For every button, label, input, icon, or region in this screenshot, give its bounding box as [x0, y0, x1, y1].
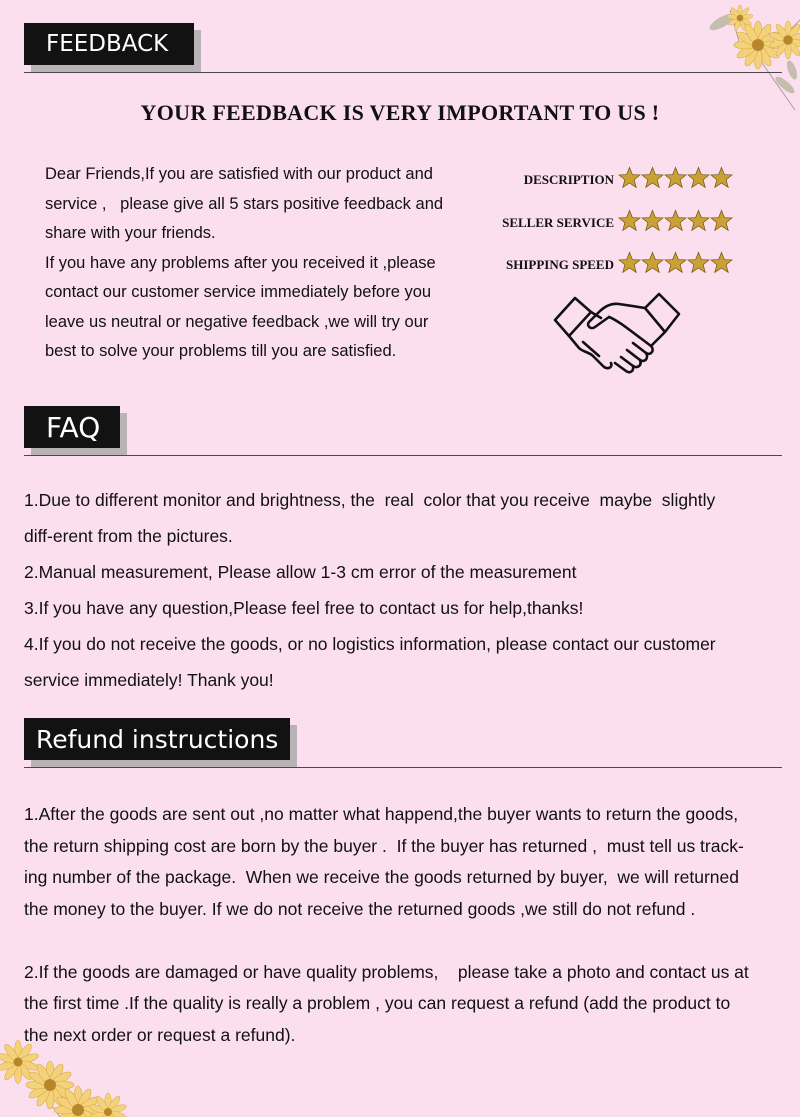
- refund-line: the return shipping cost are born by the buyer . If the buyer has returned , must tell us track-: [24, 835, 744, 856]
- refund-line: the first time .If the quality is really a problem , you can request a refund (add the product to: [24, 993, 731, 1013]
- refund-line: ing number of the package. When we receive the goods returned by buyer, we will returned: [24, 867, 739, 887]
- refund-line: 1.After the goods are sent out ,no matter what happend,the buyer wants to return the goods,: [24, 804, 739, 824]
- star-icon: [664, 166, 687, 189]
- refund-divider: [24, 767, 782, 768]
- star-icon: [710, 166, 733, 189]
- star-icon: [710, 251, 733, 274]
- star-icon: [687, 166, 710, 189]
- refund-list: [24, 799, 784, 1051]
- star-rating: [618, 209, 733, 232]
- faq-section-title: FAQ: [24, 406, 120, 448]
- faq-divider: [24, 455, 782, 456]
- refund-line: the next order or request a refund).: [24, 1024, 296, 1045]
- feedback-divider: [24, 72, 782, 73]
- intro-line: Dear Friends,If you are satisfied with our product and: [45, 165, 433, 183]
- refund-line: 2.If the goods are damaged or have quality problems, please take a photo and contact us at: [24, 961, 749, 982]
- intro-line: If you have any problems after you received it ,please: [45, 253, 436, 272]
- rating-label: SHIPPING SPEED: [506, 257, 614, 272]
- star-icon: [641, 166, 664, 189]
- star-icon: [664, 209, 687, 232]
- faq-line: 1.Due to different monitor and brightness, the real color that you receive maybe slightly: [24, 490, 716, 510]
- star-icon: [618, 166, 641, 189]
- faq-line: 4.If you do not receive the goods, or no logistics information, please contact our customer: [24, 634, 716, 654]
- star-icon: [664, 251, 687, 274]
- refund-line: the money to the buyer. If we do not receive the returned goods ,we still do not refund .: [24, 898, 696, 919]
- star-icon: [618, 251, 641, 274]
- intro-line: service , please give all 5 stars positive feedback and: [45, 194, 444, 213]
- feedback-intro: [45, 160, 465, 367]
- intro-line: leave us neutral or negative feedback ,we will try our: [45, 312, 429, 331]
- refund-section-title: Refund instructions: [24, 718, 290, 760]
- rating-row-seller-service: [488, 208, 738, 238]
- star-icon: [618, 209, 641, 232]
- faq-line: service immediately! Thank you!: [24, 670, 274, 690]
- flower-decoration-top-right-icon: [700, 0, 800, 110]
- intro-line: contact our customer service immediately before you: [45, 283, 432, 301]
- refund-line: [24, 925, 784, 957]
- rating-row-shipping-speed: [488, 250, 738, 280]
- star-icon: [641, 251, 664, 274]
- intro-line: share with your friends.: [45, 224, 216, 242]
- star-icon: [687, 251, 710, 274]
- rating-row-description: [488, 165, 738, 195]
- faq-line: 3.If you have any question,Please feel free to contact us for help,thanks!: [24, 598, 584, 618]
- flower-decoration-bottom-left-icon: [0, 1040, 130, 1117]
- handshake-icon: [553, 290, 681, 380]
- feedback-headline: YOUR FEEDBACK IS VERY IMPORTANT TO US !: [140, 100, 660, 125]
- feedback-section-title: FEEDBACK: [24, 23, 194, 65]
- star-rating: [618, 251, 733, 274]
- faq-line: 2.Manual measurement, Please allow 1-3 cm error of the measurement: [24, 562, 577, 582]
- star-rating: [618, 166, 733, 189]
- intro-line: best to solve your problems till you are satisfied.: [45, 342, 397, 360]
- rating-label: DESCRIPTION: [523, 172, 614, 187]
- faq-list: [24, 482, 784, 698]
- star-icon: [687, 209, 710, 232]
- faq-line: diff-erent from the pictures.: [24, 526, 233, 546]
- rating-label: SELLER SERVICE: [502, 215, 614, 230]
- star-icon: [641, 209, 664, 232]
- star-icon: [710, 209, 733, 232]
